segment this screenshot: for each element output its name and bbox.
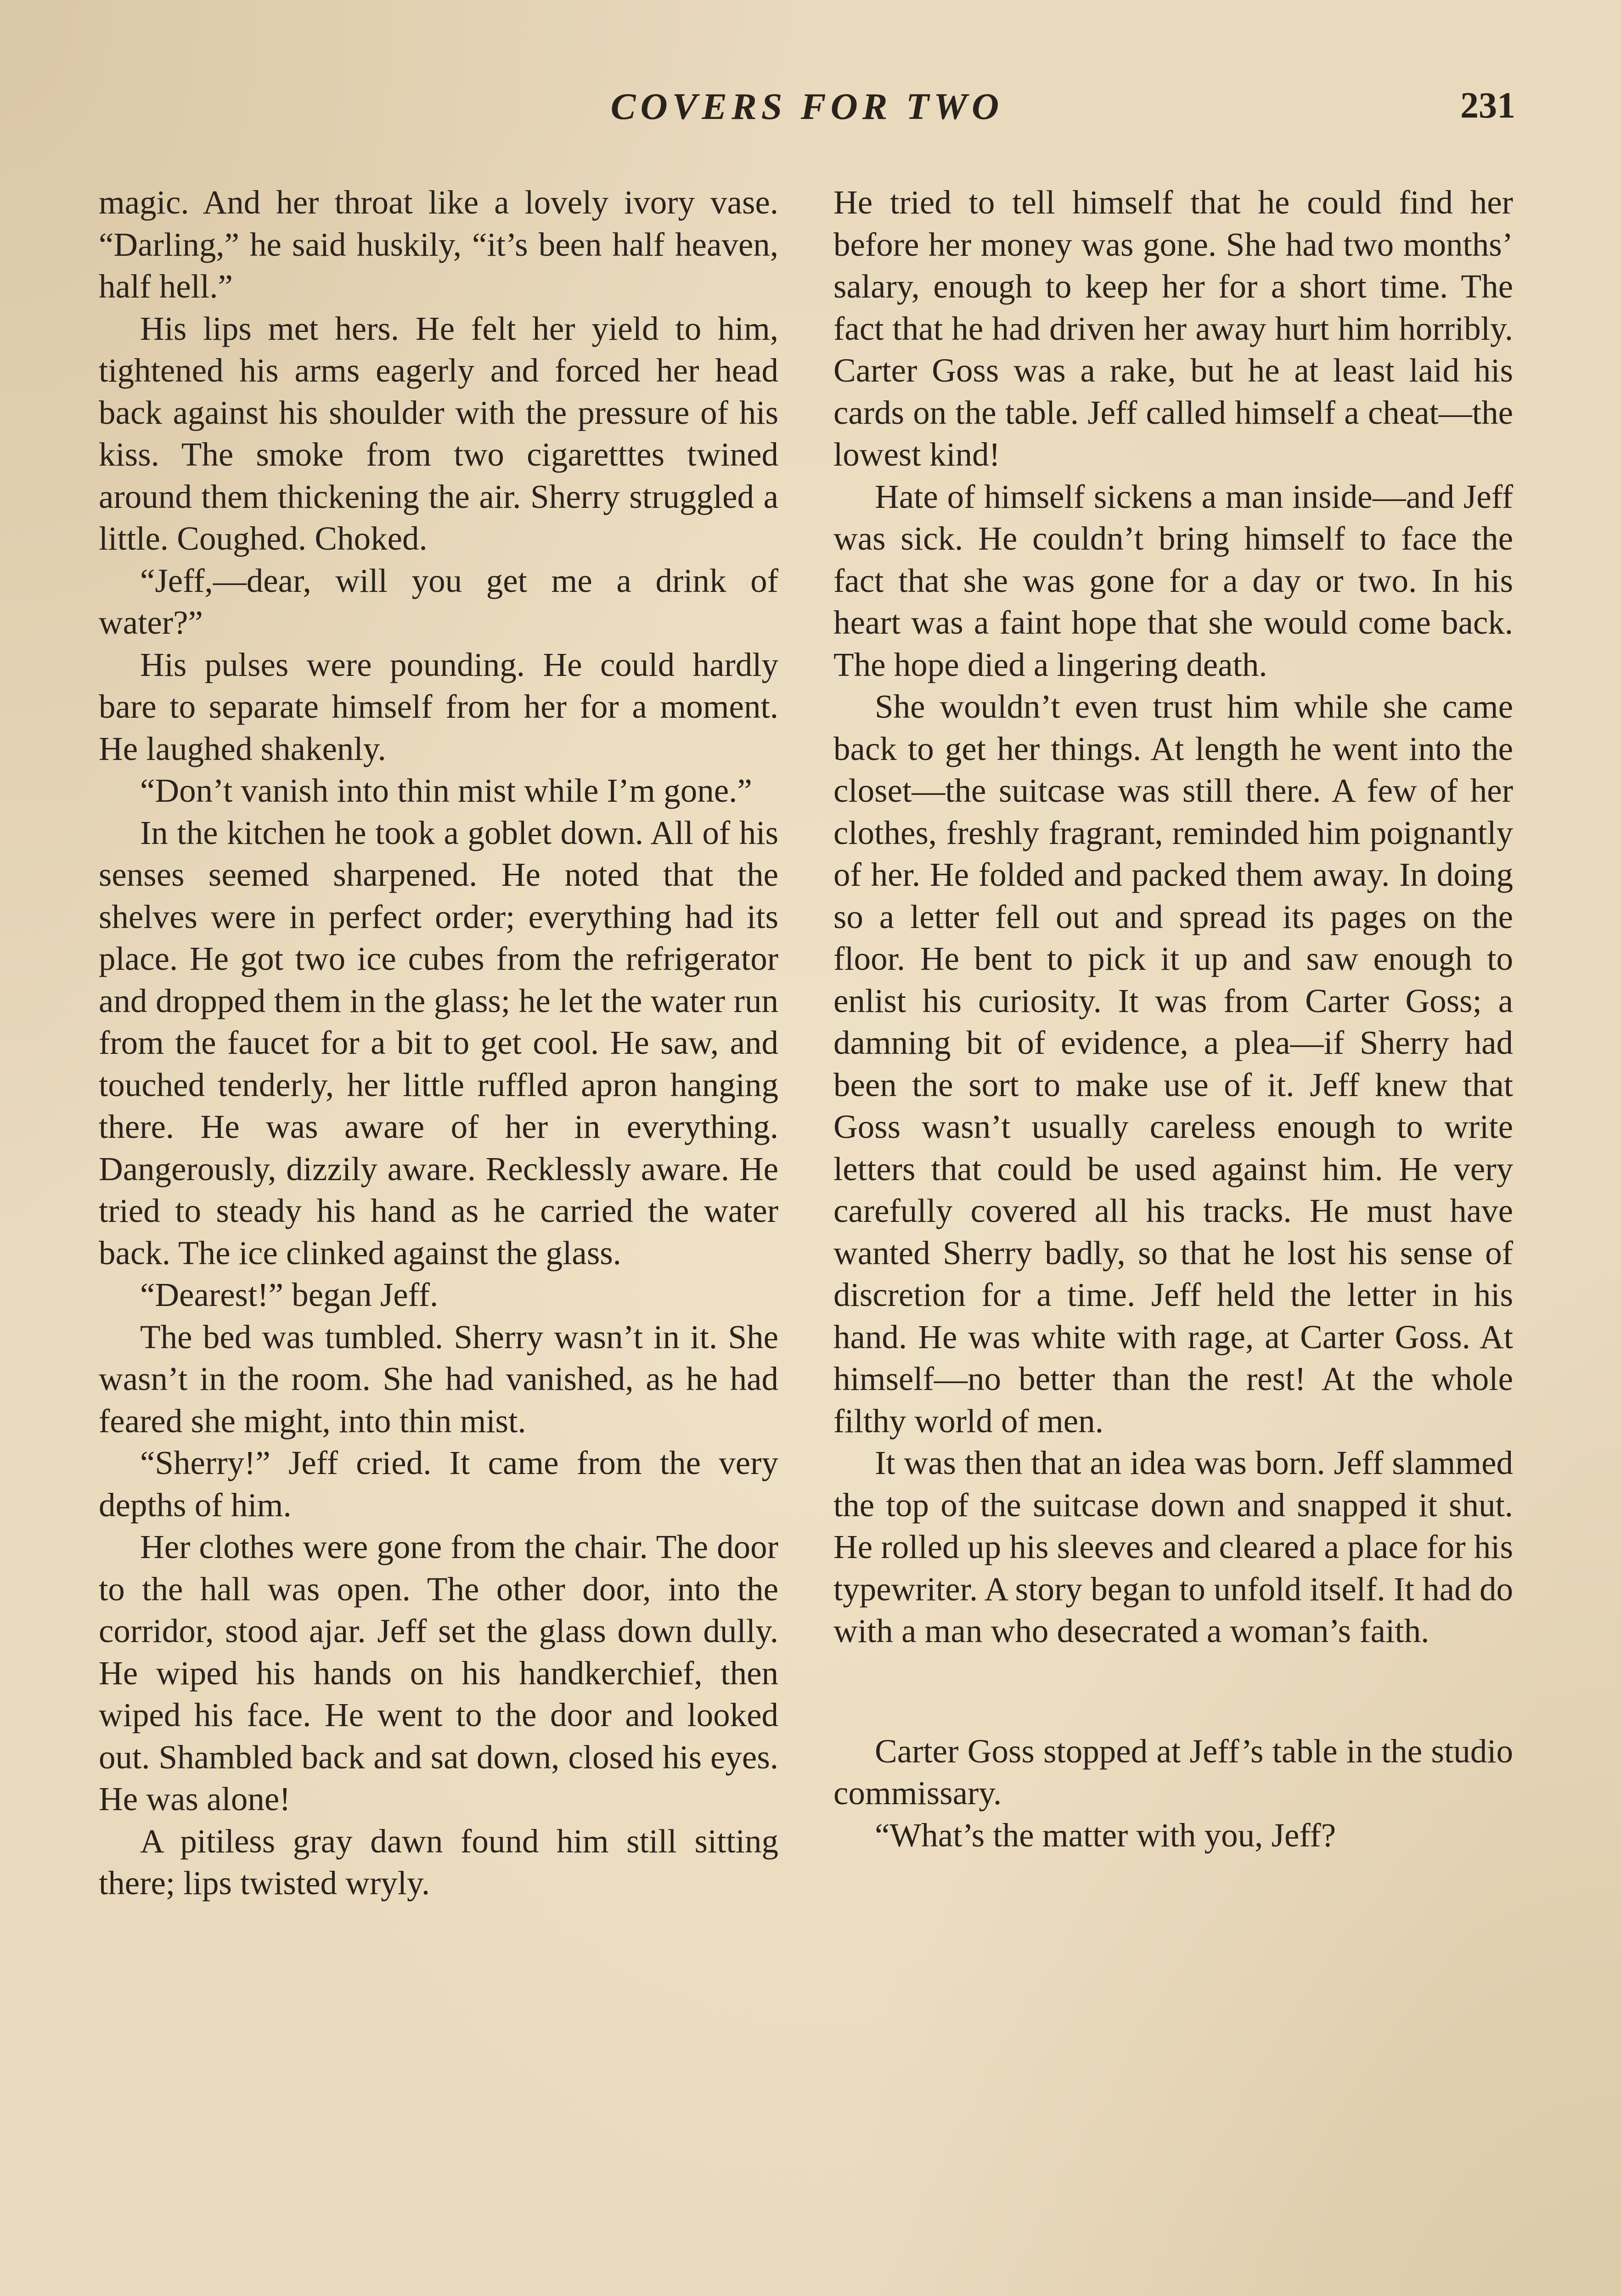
paragraph: magic. And her throat like a lovely ivory vase. “Darling,” he said huskily, “it’s been half heaven, half hell.”: [99, 184, 778, 305]
left-column: [99, 181, 778, 1904]
paragraph: “Don’t vanish into thin mist while I’m gone.”: [140, 772, 752, 809]
paragraph: He tried to tell himself that he could find her before her money was gone. She had two months’ salary, enough to keep her for a short time. The fact that he had driven her away hurt him horribly. Carter Goss was a rake, but he at least laid his cards on the table. Jeff called himself a cheat—the lowest kind!: [833, 184, 1513, 473]
paragraph: Her clothes were gone from the chair. The door to the hall was open. The other door, into the corridor, stood ajar. Jeff set the glass down dully. He wiped his hands on his handkerchief, then wiped his face. He went to the door and looked out. Shambled back and sat down, closed his eyes. He was alone!: [99, 1528, 778, 1818]
paragraph: Hate of himself sickens a man inside—and Jeff was sick. He couldn’t bring himself to face the fact that she was gone for a day or two. In his heart was a faint hope that she would come back. The hope died a lingering death.: [833, 478, 1513, 683]
paragraph: A pitiless gray dawn found him still sitting there; lips twisted wryly.: [99, 1822, 778, 1902]
paragraph: “Dearest!” began Jeff.: [140, 1276, 439, 1313]
running-header: [99, 85, 1515, 140]
paragraph: His lips met hers. He felt her yield to him, tightened his arms eagerly and forced her head back against his shoulder with the pressure of his kiss. The smoke from two cigaretttes twined around them thickening the air. Sherry struggled a little. Coughed. Choked.: [99, 310, 778, 557]
paragraph: His pulses were pounding. He could hardly bare to separate himself from her for a moment. He laughed shakenly.: [99, 646, 778, 767]
paragraph: She wouldn’t even trust him while she came back to get her things. At length he went into the closet—the suitcase was still there. A few of her clothes, freshly fragrant, reminded him poignantly of her. He folded and packed them away. In doing so a letter fell out and spread its pages on the floor. He bent to pick it up and saw enough to enlist his curiosity. It was from Carter Goss; a damning bit of evidence, a plea—if Sherry had been the sort to make use of it. Jeff knew that Goss wasn’t usually careless enough to write letters that could be used against him. He very carefully covered all his tracks. He must have wanted Sherry badly, so that he lost his sense of discretion for a time. Jeff held the letter in his hand. He was white with rage, at Carter Goss. At himself—no better than the rest! At the whole filthy world of men.: [833, 688, 1513, 1440]
paragraph: “Sherry!” Jeff cried. It came from the very depths of him.: [99, 1444, 778, 1524]
page-title: COVERS FOR TWO: [610, 85, 1004, 127]
paragraph: “Jeff,—dear, will you get me a drink of water?”: [99, 562, 778, 641]
paragraph: In the kitchen he took a goblet down. All of his senses seemed sharpened. He noted that the shelves were in perfect order; everything had its place. He got two ice cubes from the refrigerator and dropped them in the glass; he let the water run from the faucet for a bit to get cool. He saw, and touched tenderly, her little ruffled apron hanging there. He was aware of her in everything. Dangerously, dizzily aware. Recklessly aware. He tried to steady his hand as he carried the water back. The ice clinked against the glass.: [99, 814, 778, 1272]
paragraph: The bed was tumbled. Sherry wasn’t in it. She wasn’t in the room. She had vanished, as he had feared she might, into thin mist.: [99, 1318, 778, 1440]
page-number: 231: [1460, 85, 1515, 126]
right-column: [833, 181, 1513, 1856]
paragraph: Carter Goss stopped at Jeff’s table in the studio commissary.: [833, 1732, 1513, 1812]
paragraph: “What’s the matter with you, Jeff?: [875, 1816, 1336, 1854]
paragraph: It was then that an idea was born. Jeff slammed the top of the suitcase down and snapped it shut. He rolled up his sleeves and cleared a place for his typewriter. A story began to unfold itself. It had do with a man who desecrated a woman’s faith.: [833, 1444, 1513, 1649]
